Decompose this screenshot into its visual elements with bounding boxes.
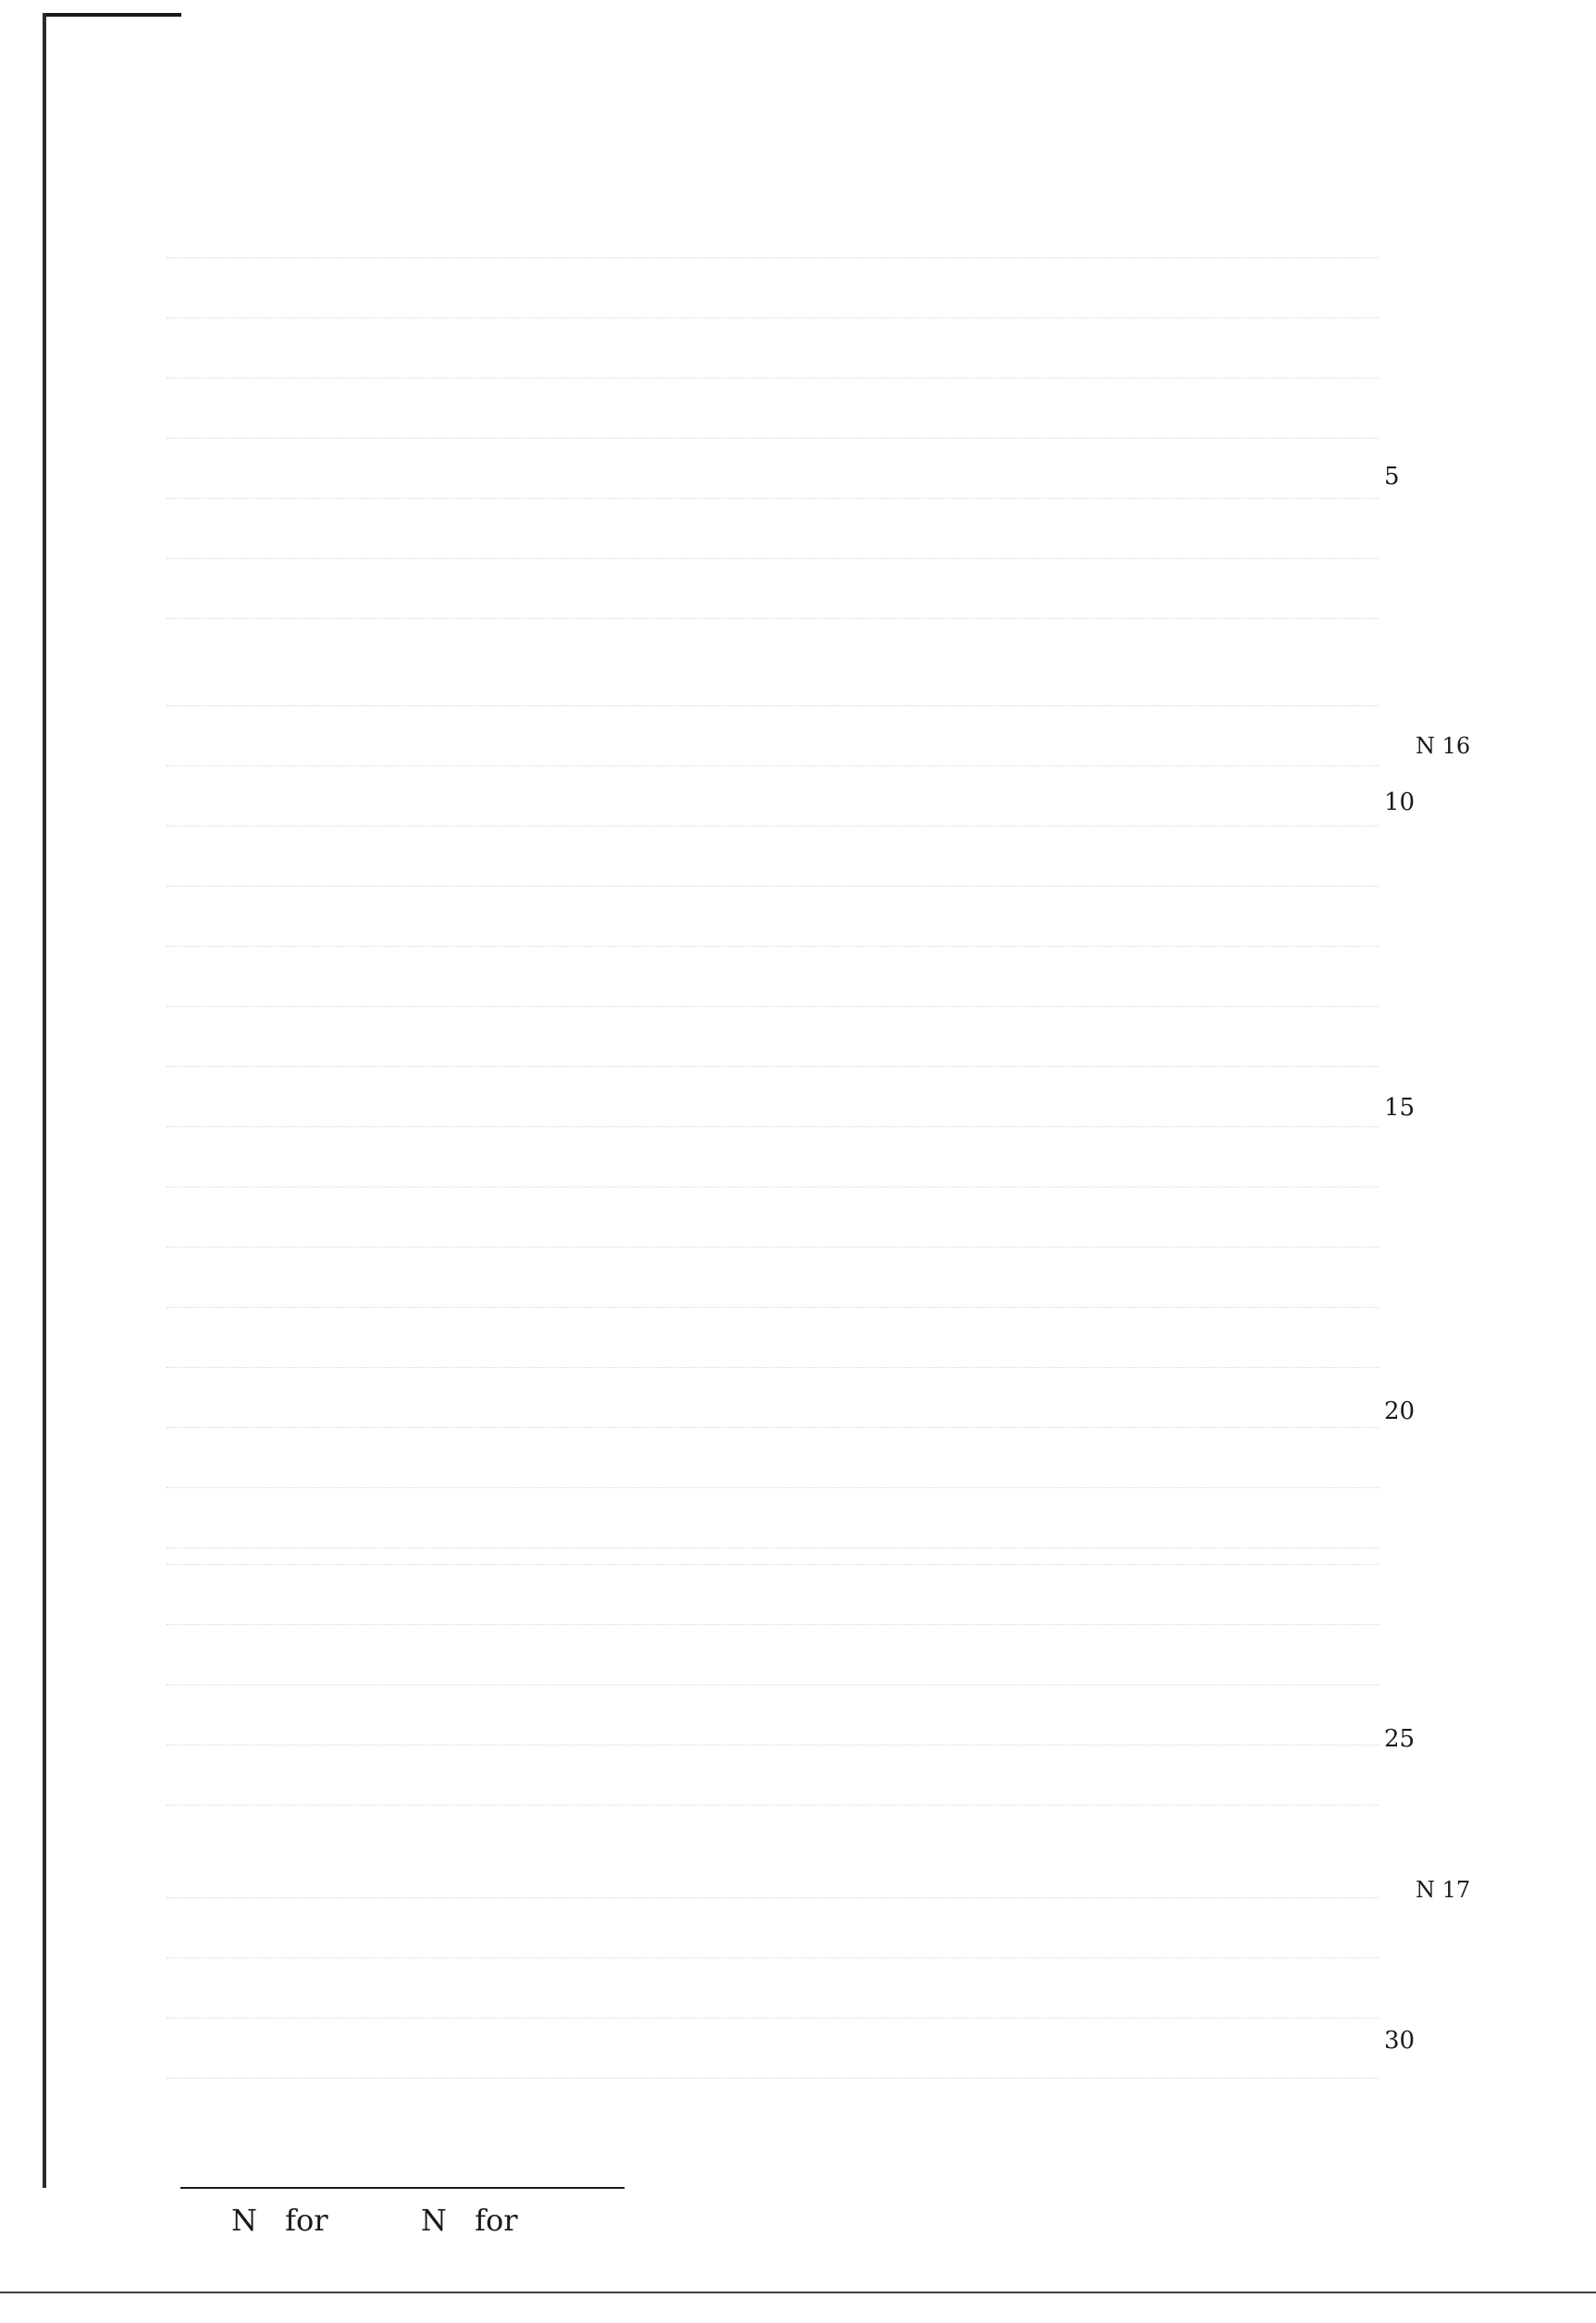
text-line — [167, 1518, 1379, 1565]
text-line — [167, 271, 1379, 318]
text-line — [167, 1321, 1379, 1368]
line-number: 20 — [1384, 1398, 1416, 1425]
footnote-2-for: for — [475, 2203, 518, 2238]
text-line — [167, 391, 1379, 439]
text-line — [167, 779, 1379, 826]
text-line — [167, 1638, 1379, 1685]
footnote-1-siglum: N — [231, 2203, 257, 2238]
text-line — [167, 2031, 1379, 2079]
text-line — [167, 331, 1379, 379]
text-line — [167, 1080, 1379, 1127]
paragraph-1 — [167, 211, 1379, 632]
text-line — [167, 900, 1379, 947]
line-number: 5 — [1384, 463, 1400, 491]
scan-bottom-line — [0, 2292, 1596, 2293]
text-line — [167, 211, 1379, 258]
footnote-2-siglum: N — [420, 2203, 447, 2238]
footnotes — [222, 2203, 1332, 2249]
text-line — [167, 1381, 1379, 1428]
footnote-1-for: for — [285, 2203, 328, 2238]
text-line — [167, 659, 1379, 706]
text-line — [167, 1758, 1379, 1806]
page-header — [167, 130, 1379, 185]
text-line — [167, 1911, 1379, 1958]
paragraph-2 — [167, 659, 1379, 1561]
text-line — [167, 1020, 1379, 1067]
scan-border-left — [43, 13, 46, 2188]
paragraph-4 — [167, 1851, 1379, 2092]
footnote-rule — [180, 2187, 625, 2189]
text-line — [167, 452, 1379, 499]
line-number: 10 — [1384, 789, 1416, 816]
text-line — [167, 512, 1379, 559]
line-number: 15 — [1384, 1094, 1416, 1122]
margin-note: N 16 — [1416, 733, 1471, 759]
text-line — [167, 1200, 1379, 1248]
text-line — [167, 960, 1379, 1007]
text-line — [167, 1441, 1379, 1488]
text-line — [167, 719, 1379, 766]
text-line — [167, 1971, 1379, 2019]
line-number: 30 — [1384, 2027, 1416, 2055]
paragraph-3 — [167, 1518, 1379, 1819]
text-line — [167, 1261, 1379, 1308]
scan-border-top — [43, 13, 181, 17]
text-line — [167, 1140, 1379, 1187]
text-line — [167, 572, 1379, 619]
text-line — [167, 1698, 1379, 1745]
text-line — [167, 839, 1379, 887]
text-line — [167, 1578, 1379, 1625]
text-line — [167, 1851, 1379, 1898]
margin-note: N 17 — [1416, 1877, 1471, 1903]
line-number: 25 — [1384, 1725, 1416, 1753]
